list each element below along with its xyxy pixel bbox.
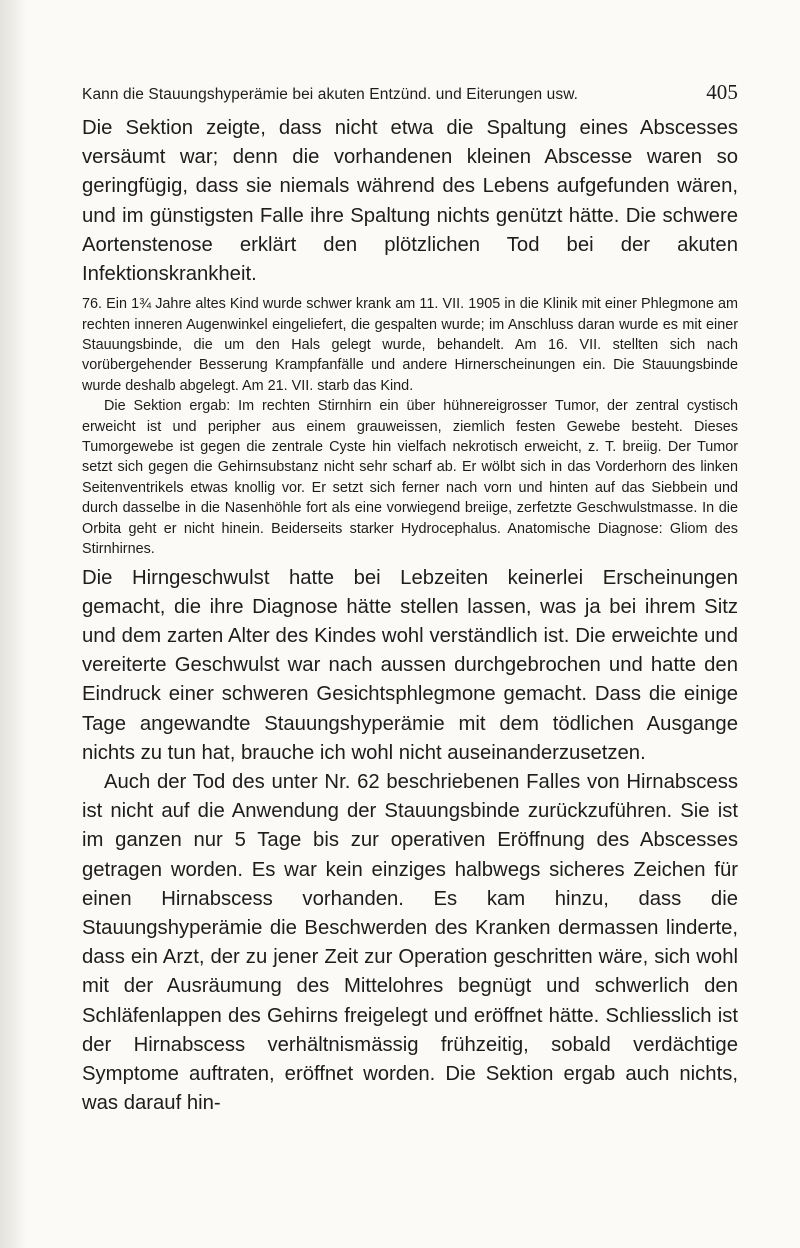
body-paragraph-3: Auch der Tod des unter Nr. 62 beschriebenen Falles von Hirnabscess ist nicht auf die Anwendung der Stauungsbinde zurückzuführen. Sie ist im ganzen nur 5 Tage bis zur operativen Eröffnung des Abscesses getragen worden. Es war kein einziges halbwegs sicheres Zeichen für einen Hirnabscess vorhanden. Es kam hinzu, dass die Stauungshyperämie die Beschwerden des Kranken dermassen linderte, dass ein Arzt, der zu jener Zeit zur Operation geschritten wäre, sich wohl mit der Ausräumung des Mittelohres begnügt und schwerlich den Schläfenlappen des Gehirns freigelegt und eröffnet hätte. Schliesslich ist der Hirnabscess verhältnismässig frühzeitig, sobald verdächtige Symptome auftraten, eröffnet worden. Die Sektion ergab auch nichts, was darauf hin-	[82, 770, 738, 1115]
case-report-76: 76. Ein 1¾ Jahre altes Kind wurde schwer krank am 11. VII. 1905 in die Klinik mit einer Phlegmone am rechten inneren Augenwinkel eingeliefert, die gespalten wurde; im Anschluss daran wurde es mit einer Stauungsbinde, die um den Hals gelegt wurde, behandelt. Am 16. VII. stellten sich nach vorübergehender Besserung Krampfanfälle und andere Hirnerscheinungen ein. Die Stauungsbinde wurde deshalb abgelegt. Am 21. VII. starb das Kind.	[82, 296, 738, 394]
page-gutter-shadow	[0, 0, 26, 1248]
body-paragraph-2: Die Hirngeschwulst hatte bei Lebzeiten keinerlei Erscheinungen gemacht, die ihre Diagnose hätte stellen lassen, was ja bei ihrem Sitz und dem zarten Alter des Kindes wohl verständlich ist. Die erweichte und vereiterte Geschwulst war nach aussen durchgebrochen und hatte den Eindruck einer schweren Gesichtsphlegmone gemacht. Dass die einige Tage angewandte Stauungshyperämie mit dem tödlichen Ausgange nichts zu tun hat, brauche ich wohl nicht auseinanderzusetzen.	[82, 566, 738, 764]
running-header	[82, 78, 738, 108]
body-paragraph-1: Die Sektion zeigte, dass nicht etwa die Spaltung eines Abscesses versäumt war; denn die vorhandenen kleinen Abscesse waren so geringfügig, dass sie niemals während des Lebens aufgefunden wären, und im günstigsten Falle ihre Spaltung nichts genützt hätte. Die schwere Aortenstenose erklärt den plötzlichen Tod bei der akuten Infektionskrankheit.	[82, 117, 738, 286]
running-title: Kann die Stauungshyperämie bei akuten Entzünd. und Eiterungen usw.	[82, 86, 579, 103]
book-page	[82, 78, 738, 1118]
page-number: 405	[706, 80, 738, 104]
case-report-76-section: Die Sektion ergab: Im rechten Stirnhirn ein über hühnereigrosser Tumor, der zentral cystisch erweicht ist und peripher aus einem grauweissen, ziemlich festen Gewebe besteht. Dieses Tumorgewebe ist gegen die zentrale Cyste hin vielfach nekrotisch erweicht, z. T. breiig. Der Tumor setzt sich gegen die Gehirnsubstanz nicht sehr scharf ab. Er wölbt sich in das Vorderhorn des linken Seitenventrikels etwas knollig vor. Er setzt sich ferner nach vorn und hinten auf das Siebbein und durch dasselbe in die Nasenhöhle fort als eine vorwiegend breiige, zerfetzte Geschwulstmasse. In die Orbita geht er nicht hinein. Beiderseits starker Hydrocephalus. Anatomische Diagnose: Gliom des Stirnhirnes.	[82, 398, 738, 558]
